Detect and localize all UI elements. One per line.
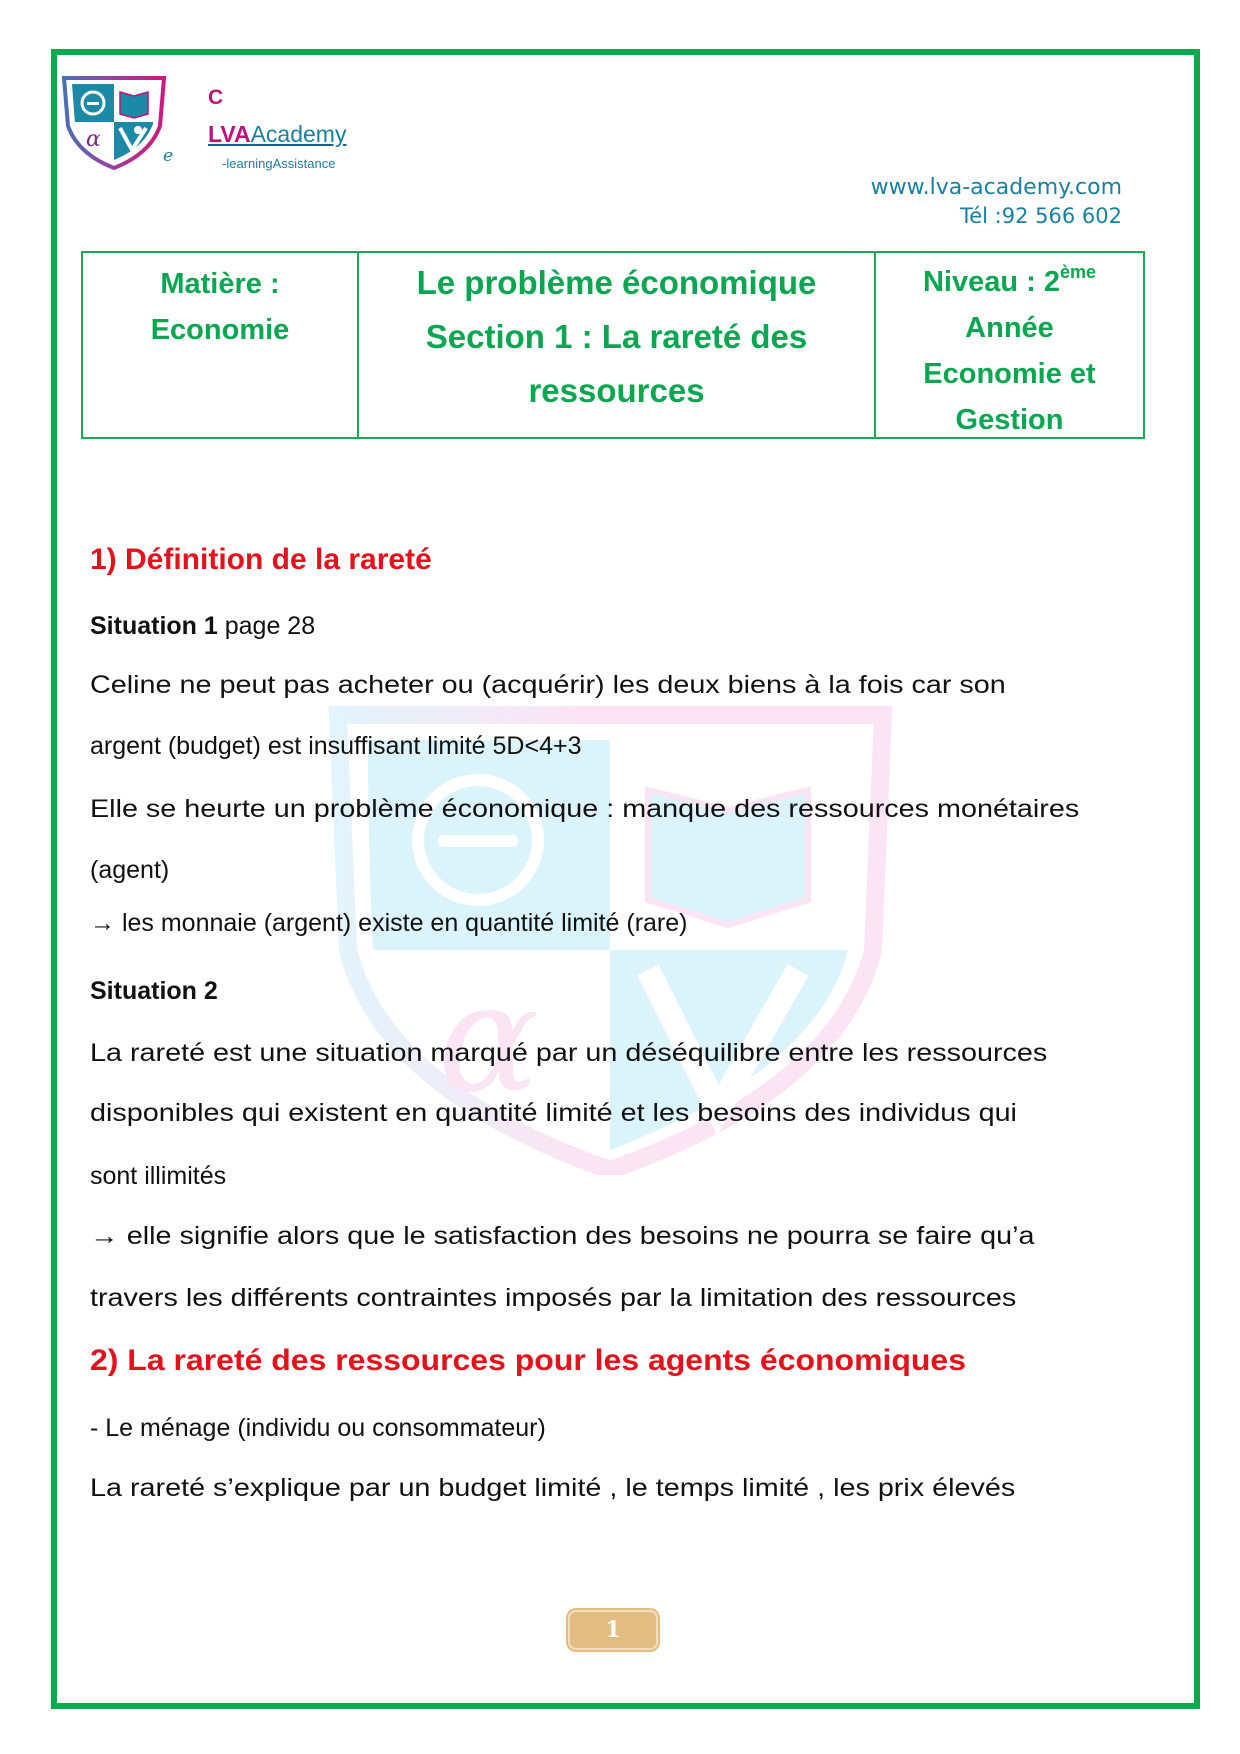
- title-line: Section 1 : La rareté des: [425, 318, 808, 355]
- paragraph-line: travers les différents contraintes imposés par la limitation des ressources: [90, 1284, 1017, 1312]
- section1-heading: 1) Définition de la rareté: [90, 543, 432, 576]
- situation1-line: [90, 612, 315, 641]
- situation2-line: [90, 977, 218, 1006]
- paragraph-line: La rareté est une situation marqué par un déséquilibre entre les ressources: [90, 1039, 1048, 1067]
- level-label: [876, 259, 1143, 305]
- brand-tagline: -learningAssistance: [222, 156, 336, 171]
- paragraph-line: sont illimités: [90, 1162, 227, 1190]
- level-line: Economie et: [923, 358, 1096, 390]
- phone-number: Tél :92 566 602: [959, 204, 1122, 228]
- subject-value: Economie: [150, 314, 290, 346]
- svg-text:α: α: [438, 952, 540, 1126]
- subject-label: Matière :: [160, 268, 280, 300]
- page-number-badge: 1: [568, 1610, 658, 1650]
- paragraph-line: Elle se heurte un problème économique : manque des ressources monétaires: [90, 795, 1080, 823]
- title-cell: [359, 253, 876, 437]
- website-link[interactable]: www.lva-academy.com: [870, 175, 1122, 200]
- situation1-label: Situation 1: [90, 612, 218, 640]
- paragraph-line: → les monnaie (argent) existe en quantité limité (rare): [90, 909, 688, 937]
- shield-logo-icon: [60, 74, 168, 170]
- paragraph-line: - Le ménage (individu ou consommateur): [90, 1414, 546, 1442]
- paragraph-line: → elle signifie alors que le satisfaction des besoins ne pourra se faire qu’a: [90, 1222, 1035, 1250]
- level-cell: [876, 253, 1143, 437]
- section2-heading: 2) La rareté des ressources pour les agents économiques: [90, 1344, 966, 1377]
- header-table: [81, 251, 1145, 439]
- logo-e-letter: e: [163, 146, 174, 166]
- level-prefix: Niveau : 2: [922, 266, 1060, 298]
- subject-cell: [83, 253, 359, 437]
- brand-name-rest: Academy: [250, 121, 347, 147]
- situation2-label: Situation 2: [90, 977, 218, 1005]
- level-superscript: ème: [1059, 262, 1097, 283]
- brand-mark-letter: C: [208, 86, 224, 109]
- paragraph-line: disponibles qui existent en quantité limité et les besoins des individus qui: [90, 1099, 1017, 1127]
- level-line: Gestion: [955, 404, 1064, 436]
- svg-text:α: α: [86, 127, 101, 152]
- level-line: Année: [965, 312, 1054, 344]
- paragraph-line: argent (budget) est insuffisant limité 5D<4+3: [90, 732, 582, 760]
- brand-name-highlight: LVA: [208, 121, 251, 147]
- situation1-page: page 28: [217, 612, 316, 640]
- title-line: Le problème économique: [416, 264, 817, 301]
- paragraph-line: La rareté s’explique par un budget limité , le temps limité , les prix élevés: [90, 1474, 1016, 1502]
- paragraph-line: Celine ne peut pas acheter ou (acquérir) les deux biens à la fois car son: [90, 671, 1006, 699]
- title-line: ressources: [528, 372, 705, 409]
- brand-name: [208, 121, 346, 148]
- paragraph-line: (agent): [90, 856, 170, 884]
